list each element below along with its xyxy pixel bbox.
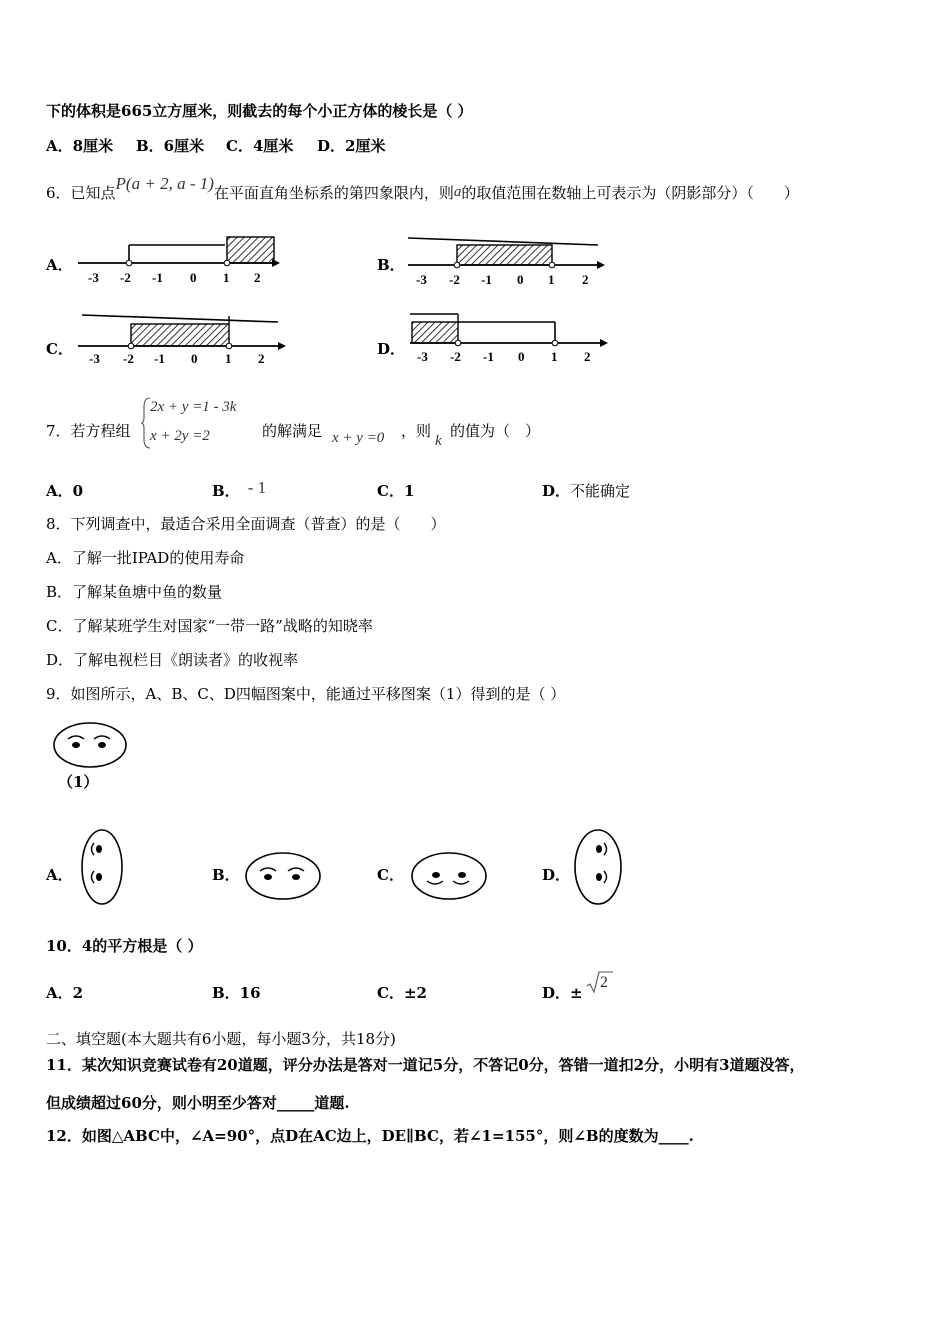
tick: 0 — [190, 270, 197, 285]
q7-eq2: x + 2y =2 — [150, 428, 210, 444]
q7-option-b: B． - 1 — [212, 478, 267, 500]
q5-stem: 下的体积是665立方厘米，则截去的每个小正方体的棱长是（ ） — [46, 102, 473, 120]
q6-prefix: 6．已知点 — [46, 184, 116, 202]
q9-label-a: A． — [46, 866, 73, 884]
tick: 1 — [223, 270, 230, 285]
q9-label-c: C． — [377, 866, 404, 884]
tick: 2 — [258, 351, 265, 366]
tick: -3 — [417, 349, 428, 364]
numline-a-ticks — [88, 270, 261, 285]
q7-var: k — [435, 433, 442, 449]
numline-b-ticks — [416, 272, 589, 287]
tick: 2 — [584, 349, 591, 364]
q10-stem: 10．4的平方根是（ ） — [46, 937, 203, 955]
q9-figure-c — [410, 850, 490, 902]
numline-b — [408, 238, 605, 287]
q6-var: a — [453, 184, 462, 200]
tick: -1 — [154, 351, 165, 366]
tick: -2 — [120, 270, 131, 285]
tick: -3 — [89, 351, 100, 366]
section2-heading: 二、填空题(本大题共有6小题，每小题3分，共18分) — [46, 1030, 396, 1048]
tick: -1 — [483, 349, 494, 364]
q5-option-c: C．4厘米 — [226, 137, 294, 155]
q7-middle: 的解满足 — [262, 422, 323, 440]
q8-option-c: C．了解某班学生对国家“一带一路”战略的知晓率 — [46, 617, 373, 635]
q10-option-c: C．±2 — [377, 984, 427, 1002]
tick: 2 — [254, 270, 261, 285]
numline-d — [410, 314, 608, 364]
tick: -2 — [123, 351, 134, 366]
q10-option-d: D．± — [542, 984, 583, 1002]
q9-stem: 9．如图所示，A、B、C、D四幅图案中，能通过平移图案（1）得到的是（ ） — [46, 685, 566, 703]
tick: 1 — [225, 351, 232, 366]
q6-label-c: C． — [46, 340, 73, 358]
tick: 0 — [517, 272, 524, 287]
q9-label-b: B． — [212, 866, 240, 884]
q6-label-d: D． — [377, 340, 406, 358]
q9-label-d: D． — [542, 866, 571, 884]
numline-c-ticks — [89, 351, 265, 366]
tick: 1 — [551, 349, 558, 364]
q8-stem: 8．下列调查中，最适合采用全面调查（普查）的是（ ） — [46, 515, 446, 533]
q9-figure-a — [80, 827, 124, 907]
q6-point: P(a + 2, a - 1) — [115, 174, 214, 193]
q7-suffix: 的值为（ ） — [450, 422, 541, 440]
q5-option-a: A．8厘米 — [46, 137, 114, 155]
q7-option-a: A．0 — [46, 482, 84, 500]
q9-figure-label: （1） — [58, 773, 99, 791]
q5-option-b: B．6厘米 — [136, 137, 205, 155]
q10-sqrt-arg: 2 — [600, 974, 608, 991]
tick: 1 — [548, 272, 555, 287]
numline-c — [78, 315, 286, 366]
q6-label-b: B． — [377, 256, 405, 274]
tick: 0 — [191, 351, 198, 366]
q6-suffix: 的取值范围在数轴上可表示为（阴影部分）（ ） — [461, 184, 799, 202]
tick: -2 — [449, 272, 460, 287]
q6-label-a: A． — [46, 256, 73, 274]
q7-eq1: 2x + y =1 - 3k — [150, 399, 237, 415]
tick: -2 — [450, 349, 461, 364]
q12-stem: 12．如图△ABC中，∠A=90°，点D在AC边上，DE∥BC，若∠1=155°，则∠B的度数为____. — [46, 1127, 694, 1145]
q6-stem — [46, 174, 799, 204]
tick: -1 — [152, 270, 163, 285]
q10-option-b: B．16 — [212, 984, 261, 1002]
q7-option-d: D．不能确定 — [542, 482, 631, 500]
tick: 0 — [518, 349, 525, 364]
tick: 2 — [582, 272, 589, 287]
q9-figure-d — [572, 827, 624, 907]
tick: -1 — [481, 272, 492, 287]
q7-option-c: C．1 — [377, 482, 415, 500]
q9-figure-1 — [52, 720, 132, 772]
q10-option-a: A．2 — [46, 984, 84, 1002]
numline-a — [78, 237, 280, 285]
q8-option-a: A．了解一批IPAD的使用寿命 — [46, 549, 245, 567]
tick: -3 — [416, 272, 427, 287]
q11-line1: 11．某次知识竞赛试卷有20道题，评分办法是答对一道记5分，不答记0分，答错一道扣2分，小明有3道题没答， — [46, 1056, 805, 1074]
q9-figure-b — [244, 850, 324, 902]
q8-option-d: D．了解电视栏目《朗读者》的收视率 — [46, 651, 299, 669]
q6-middle: 在平面直角坐标系的第四象限内，则 — [213, 184, 454, 202]
tick: -3 — [88, 270, 99, 285]
q7-then: ，则 — [401, 422, 432, 440]
q8-option-b: B．了解某鱼塘中鱼的数量 — [46, 583, 223, 601]
numline-d-ticks — [417, 349, 591, 364]
q7-condition: x + y =0 — [332, 430, 385, 446]
q7-prefix: 7．若方程组 — [46, 422, 131, 440]
q11-line2: 但成绩超过60分，则小明至少答对_____道题. — [46, 1094, 350, 1112]
q5-option-d: D．2厘米 — [317, 137, 386, 155]
